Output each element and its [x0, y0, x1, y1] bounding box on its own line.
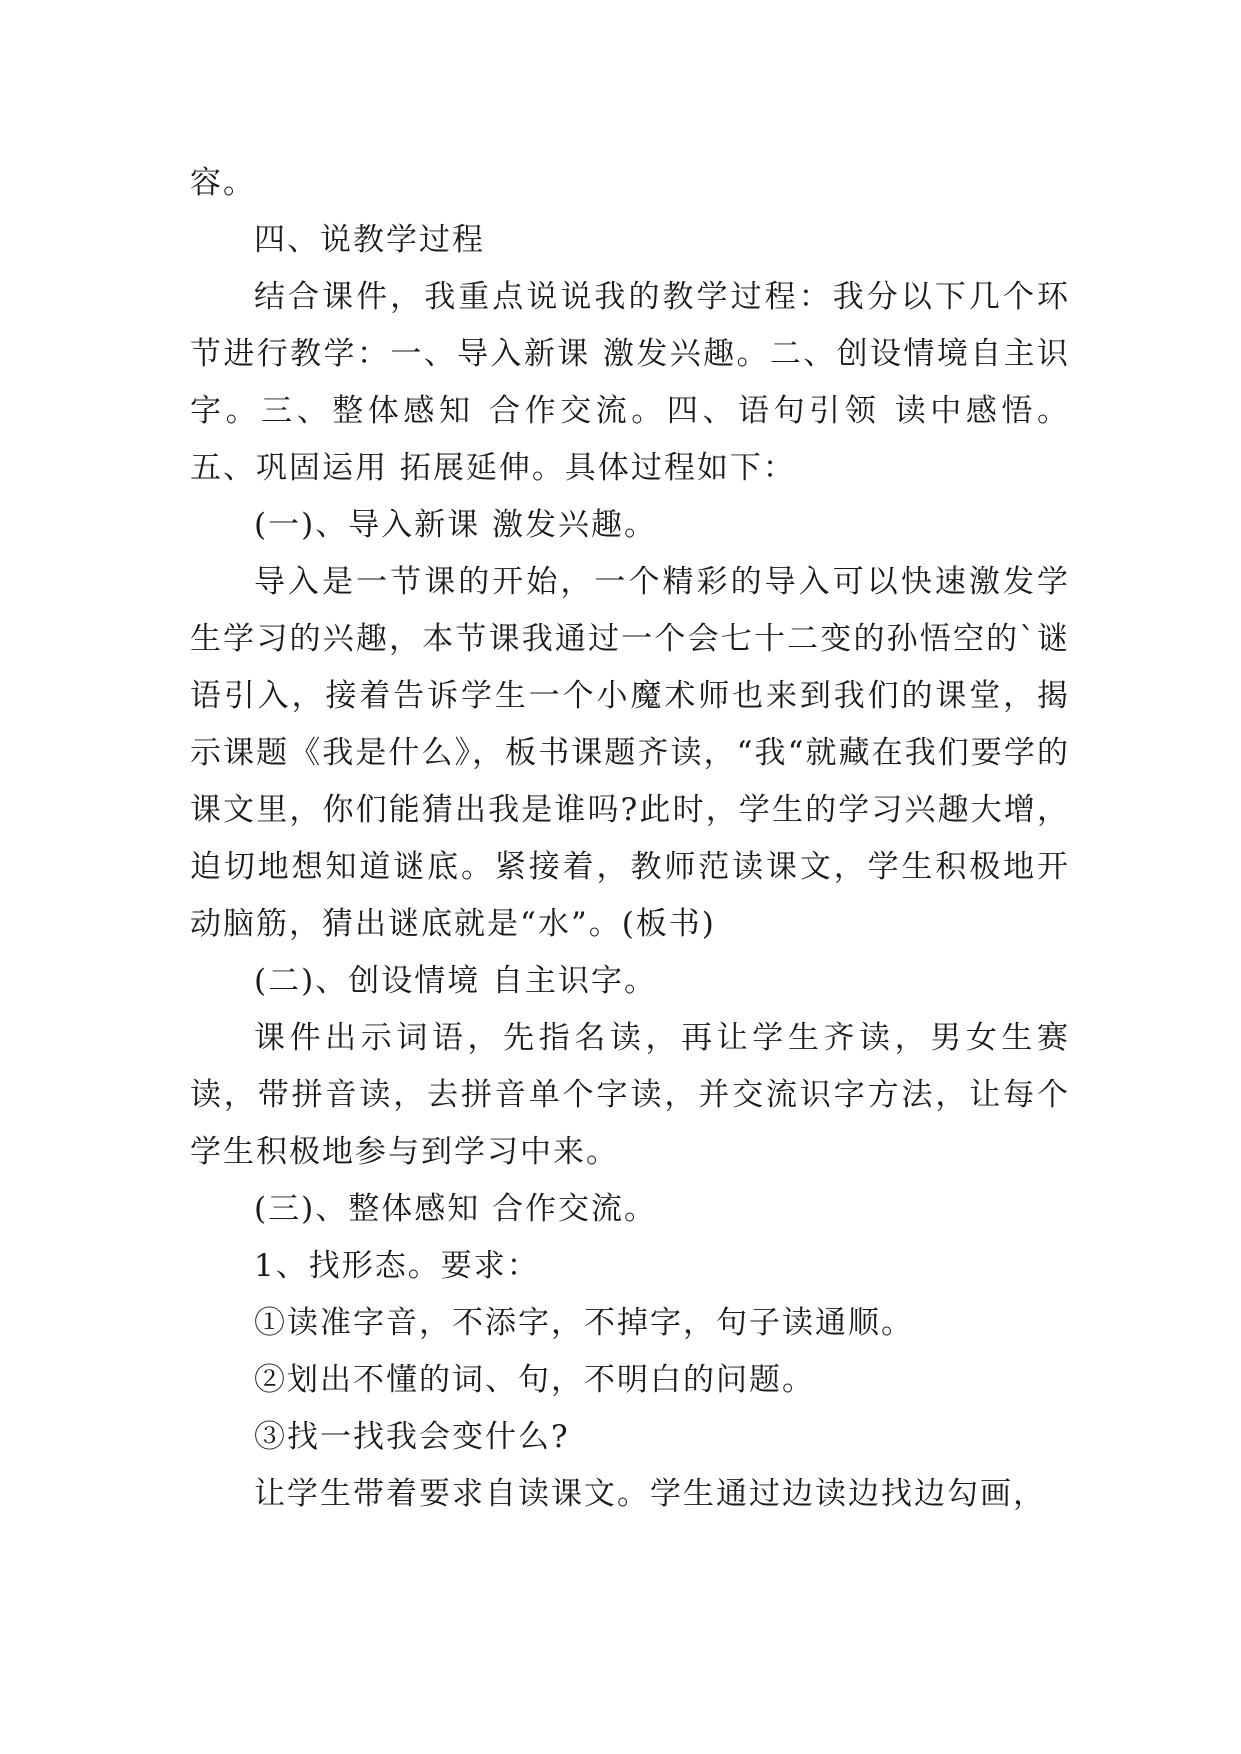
list-item-1: ①读准字音，不添字，不掉字，句子读通顺。: [254, 1305, 914, 1341]
subheading-step-3: (三)、整体感知 合作交流。: [254, 1191, 658, 1227]
list-item-2: ②划出不懂的词、句，不明白的问题。: [254, 1362, 815, 1398]
paragraph-step-1: 导入是一节课的开始，一个精彩的导入可以快速激发学生学习的兴趣，本节课我通过一个会七十二变的孙悟空的`谜语引入，接着告诉学生一个小魔术师也来到我们的课堂，揭示课题《我是什么》，板书课题齐读，“我“就藏在我们要学的课文里，你们能猜出我是谁吗?此时，学生的学习兴趣大增，迫切地想知道谜底。紧接着，教师范读课文，学生积极地开动脑筋，猜出谜底就是“水”。(板书): [190, 564, 1070, 942]
document-body: [190, 155, 1070, 1523]
paragraph-step-2: 课件出示词语，先指名读，再让学生齐读，男女生赛读，带拼音读，去拼音单个字读，并交流识字方法，让每个学生积极地参与到学习中来。: [190, 1020, 1070, 1170]
paragraph-continuation: 容。: [190, 165, 256, 201]
subheading-step-1: (一)、导入新课 激发兴趣。: [254, 507, 658, 543]
section-heading-teaching-process: 四、说教学过程: [254, 222, 485, 258]
list-heading-find-forms: 1、找形态。要求：: [254, 1248, 540, 1284]
paragraph-process-overview: 结合课件，我重点说说我的教学过程：我分以下几个环节进行教学：一、导入新课 激发兴趣。二、创设情境自主识字。三、整体感知 合作交流。四、语句引领 读中感悟。五、巩固运用 拓展延伸。具体过程如下：: [190, 279, 1070, 486]
paragraph-self-reading: 让学生带着要求自读课文。学生通过边读边找边勾画，: [254, 1476, 1046, 1512]
subheading-step-2: (二)、创设情境 自主识字。: [254, 963, 658, 999]
list-item-3: ③找一找我会变什么?: [254, 1419, 570, 1455]
